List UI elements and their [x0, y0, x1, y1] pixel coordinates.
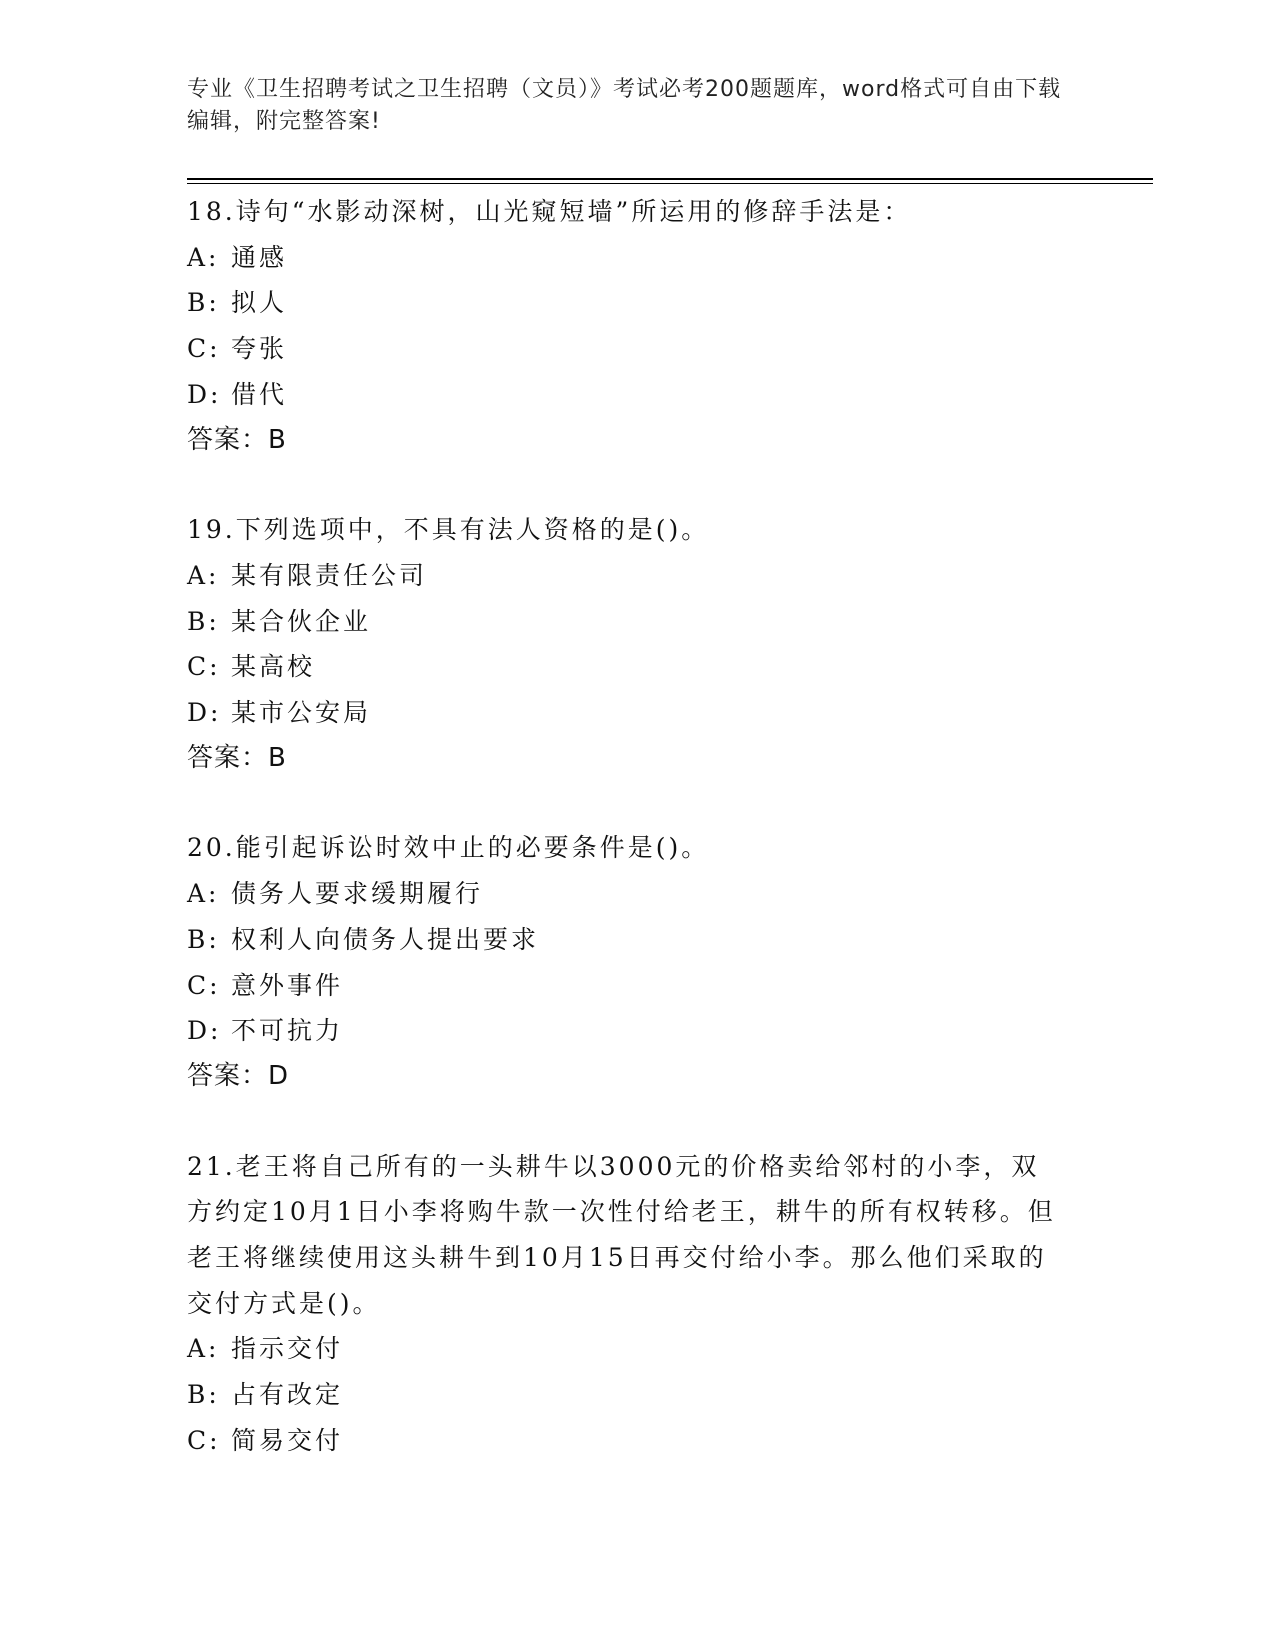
option-letter: B: — [187, 288, 220, 318]
question-18 — [187, 189, 1067, 463]
option-letter: C: — [187, 334, 221, 364]
option-letter: D: — [187, 379, 222, 409]
option-letter: A: — [187, 1334, 220, 1364]
answer-line: 答案：B — [187, 742, 287, 773]
option-letter: A: — [187, 879, 220, 909]
option-text: 某市公安局 — [231, 698, 372, 728]
option-a — [187, 553, 1067, 599]
option-letter: C: — [187, 652, 221, 682]
option-text: 意外事件 — [231, 970, 344, 1000]
header-rule-thin — [187, 183, 1153, 184]
option-text: 债务人要求缓期履行 — [231, 879, 484, 909]
option-text: 某高校 — [231, 652, 316, 682]
option-text: 指示交付 — [231, 1334, 344, 1364]
option-letter: D: — [187, 1016, 222, 1046]
question-stem: 18.诗句“水影动深树，山光窥短墙”所运用的修辞手法是： — [187, 197, 912, 226]
option-a — [187, 235, 1067, 281]
question-19 — [187, 507, 1067, 781]
option-a — [187, 1326, 1067, 1372]
option-b — [187, 1372, 1067, 1418]
question-list — [187, 189, 1067, 1508]
question-21 — [187, 1144, 1067, 1464]
option-letter: B: — [187, 606, 220, 636]
option-letter: D: — [187, 698, 222, 728]
option-letter: C: — [187, 970, 221, 1000]
question-20 — [187, 825, 1067, 1099]
option-text: 夸张 — [231, 334, 288, 364]
question-stem: 21.老王将自己所有的一头耕牛以3000元的价格卖给邻村的小李，双方约定10月1日小李将购牛款一次性付给老王，耕牛的所有权转移。但老王将继续使用这头耕牛到10月15日再交付给小李。那么他们采取的交付方式是()。 — [187, 1151, 1056, 1318]
option-text: 权利人向债务人提出要求 — [231, 924, 540, 954]
answer-line: 答案：D — [187, 1060, 290, 1091]
option-c — [187, 1418, 1067, 1464]
option-letter: B: — [187, 1380, 220, 1410]
option-d — [187, 1008, 1067, 1054]
option-text: 某合伙企业 — [231, 606, 372, 636]
option-text: 借代 — [231, 379, 288, 409]
question-stem: 19.下列选项中，不具有法人资格的是()。 — [187, 515, 710, 545]
option-b — [187, 917, 1067, 963]
option-letter: A: — [187, 560, 220, 590]
answer-line: 答案：B — [187, 424, 287, 455]
option-d — [187, 690, 1067, 736]
option-c — [187, 326, 1067, 372]
option-letter: A: — [187, 242, 220, 272]
option-text: 拟人 — [231, 288, 288, 318]
option-text: 占有改定 — [231, 1380, 344, 1410]
option-letter: B: — [187, 924, 220, 954]
option-text: 简易交付 — [231, 1425, 344, 1455]
option-b — [187, 280, 1067, 326]
option-text: 不可抗力 — [231, 1016, 344, 1046]
option-text: 某有限责任公司 — [231, 560, 428, 590]
option-d — [187, 372, 1067, 418]
option-c — [187, 644, 1067, 690]
question-stem: 20.能引起诉讼时效中止的必要条件是()。 — [187, 833, 710, 863]
header-rule-thick — [187, 178, 1153, 180]
option-letter: C: — [187, 1425, 221, 1455]
option-text: 通感 — [231, 242, 288, 272]
option-a — [187, 871, 1067, 917]
document-header: 专业《卫生招聘考试之卫生招聘（文员）》考试必考200题题库，word格式可自由下载编辑，附完整答案! — [187, 77, 1062, 134]
option-c — [187, 963, 1067, 1009]
option-b — [187, 599, 1067, 645]
